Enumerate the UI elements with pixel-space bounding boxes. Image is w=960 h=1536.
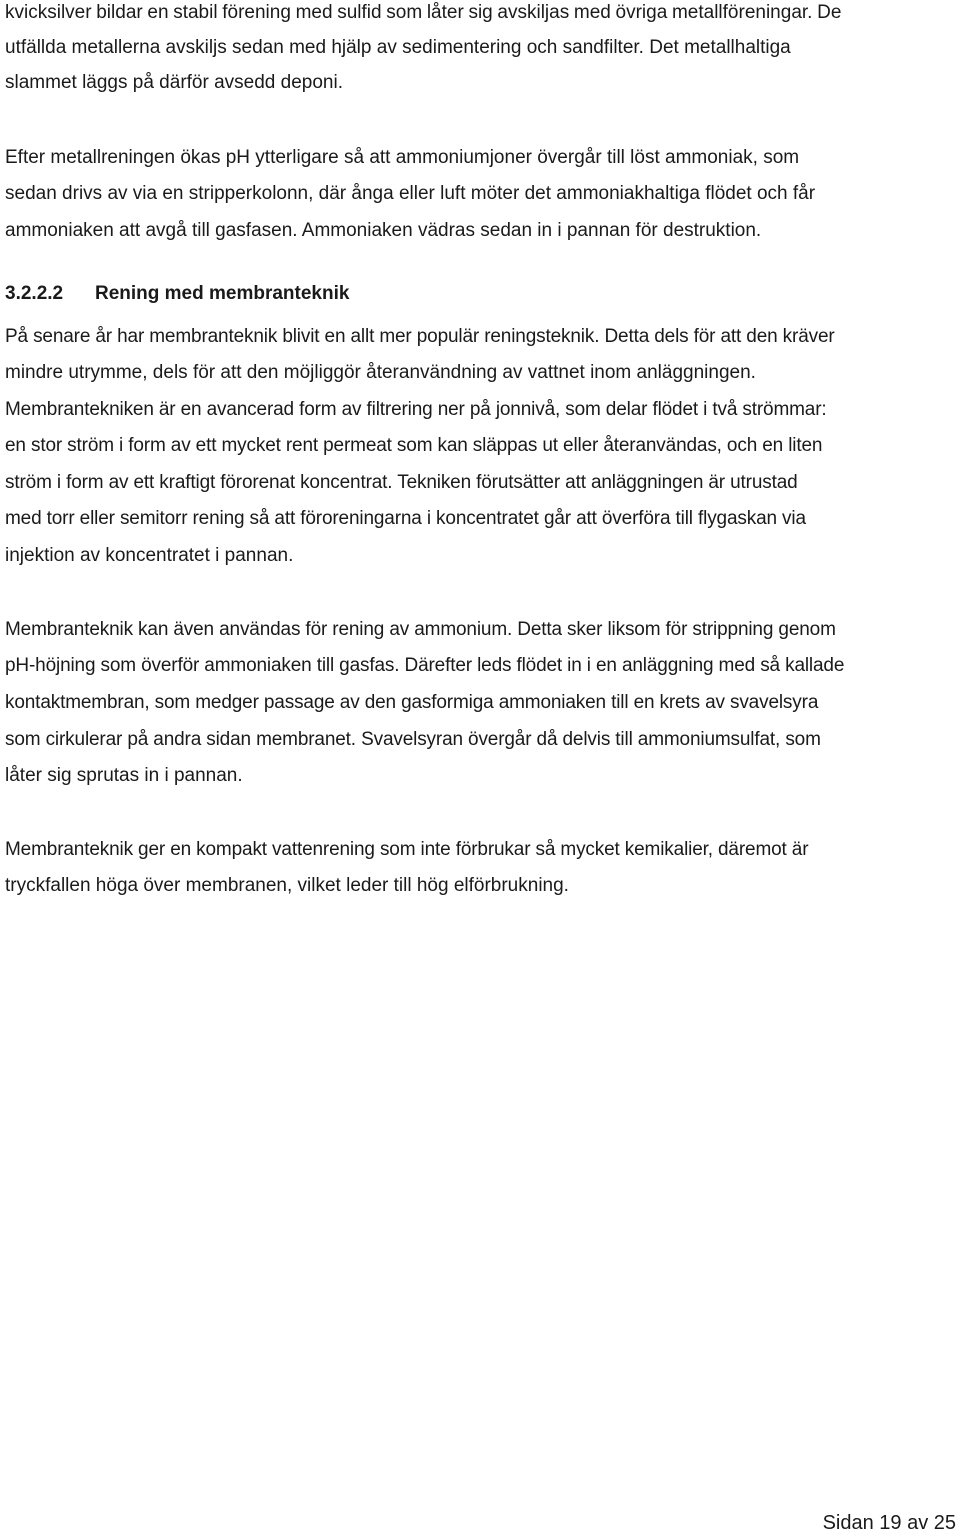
paragraph-3-line-1: På senare år har membranteknik blivit en allt mer populär reningsteknik. Detta dels för att den kräver xyxy=(5,326,835,347)
page-number: Sidan 19 av 25 xyxy=(822,1512,956,1534)
paragraph-2-line-1: Efter metallreningen ökas pH ytterligare så att ammoniumjoner övergår till löst ammoniak, som xyxy=(5,147,800,168)
paragraph-1-line-3: slammet läggs på därför avsedd deponi. xyxy=(5,72,343,93)
paragraph-4-line-4: som cirkulerar på andra sidan membranet. Svavelsyran övergår då delvis till ammoniumsulfat, som xyxy=(5,729,821,750)
paragraph-3-line-7: injektion av koncentratet i pannan. xyxy=(5,545,294,566)
paragraph-3-line-6: med torr eller semitorr rening så att föroreningarna i koncentratet går att överföra till flygaskan via xyxy=(5,508,806,529)
paragraph-1-line-2: utfällda metallerna avskiljs sedan med hjälp av sedimentering och sandfilter. Det metallhaltiga xyxy=(5,37,791,58)
paragraph-2-line-2: sedan drivs av via en stripperkolonn, där ånga eller luft möter det ammoniakhaltiga flödet och får xyxy=(5,183,816,204)
paragraph-4-line-2: pH-höjning som överför ammoniaken till gasfas. Därefter leds flödet in i en anläggning med så kallade xyxy=(5,655,845,676)
paragraph-4-line-5: låter sig sprutas in i pannan. xyxy=(5,765,243,786)
paragraph-3-line-4: en stor ström i form av ett mycket rent permeat som kan släppas ut eller återanvändas, och en liten xyxy=(5,435,823,456)
section-title: Rening med membranteknik xyxy=(95,283,350,304)
paragraph-5-line-2: tryckfallen höga över membranen, vilket leder till hög elförbrukning. xyxy=(5,875,569,896)
paragraph-3-line-5: ström i form av ett kraftigt förorenat koncentrat. Tekniken förutsätter att anläggningen är utrustad xyxy=(5,472,798,493)
section-number: 3.2.2.2 xyxy=(5,283,64,304)
paragraph-4-line-3: kontaktmembran, som medger passage av den gasformiga ammoniaken till en krets av svavelsyra xyxy=(5,692,819,713)
paragraph-5-line-1: Membranteknik ger en kompakt vattenrening som inte förbrukar så mycket kemikalier, däremot är xyxy=(5,839,809,860)
paragraph-3-line-2: mindre utrymme, dels för att den möjliggör återanvändning av vattnet inom anläggningen. xyxy=(5,362,756,383)
paragraph-4-line-1: Membranteknik kan även användas för rening av ammonium. Detta sker liksom för strippning genom xyxy=(5,619,836,640)
paragraph-2-line-3: ammoniaken att avgå till gasfasen. Ammoniaken vädras sedan in i pannan för destruktion. xyxy=(5,220,762,241)
paragraph-3-line-3: Membrantekniken är en avancerad form av filtrering ner på jonnivå, som delar flödet i två strömmar: xyxy=(5,399,827,420)
paragraph-1-line-1: kvicksilver bildar en stabil förening med sulfid som låter sig avskiljas med övriga metallföreningar. De xyxy=(5,2,842,23)
